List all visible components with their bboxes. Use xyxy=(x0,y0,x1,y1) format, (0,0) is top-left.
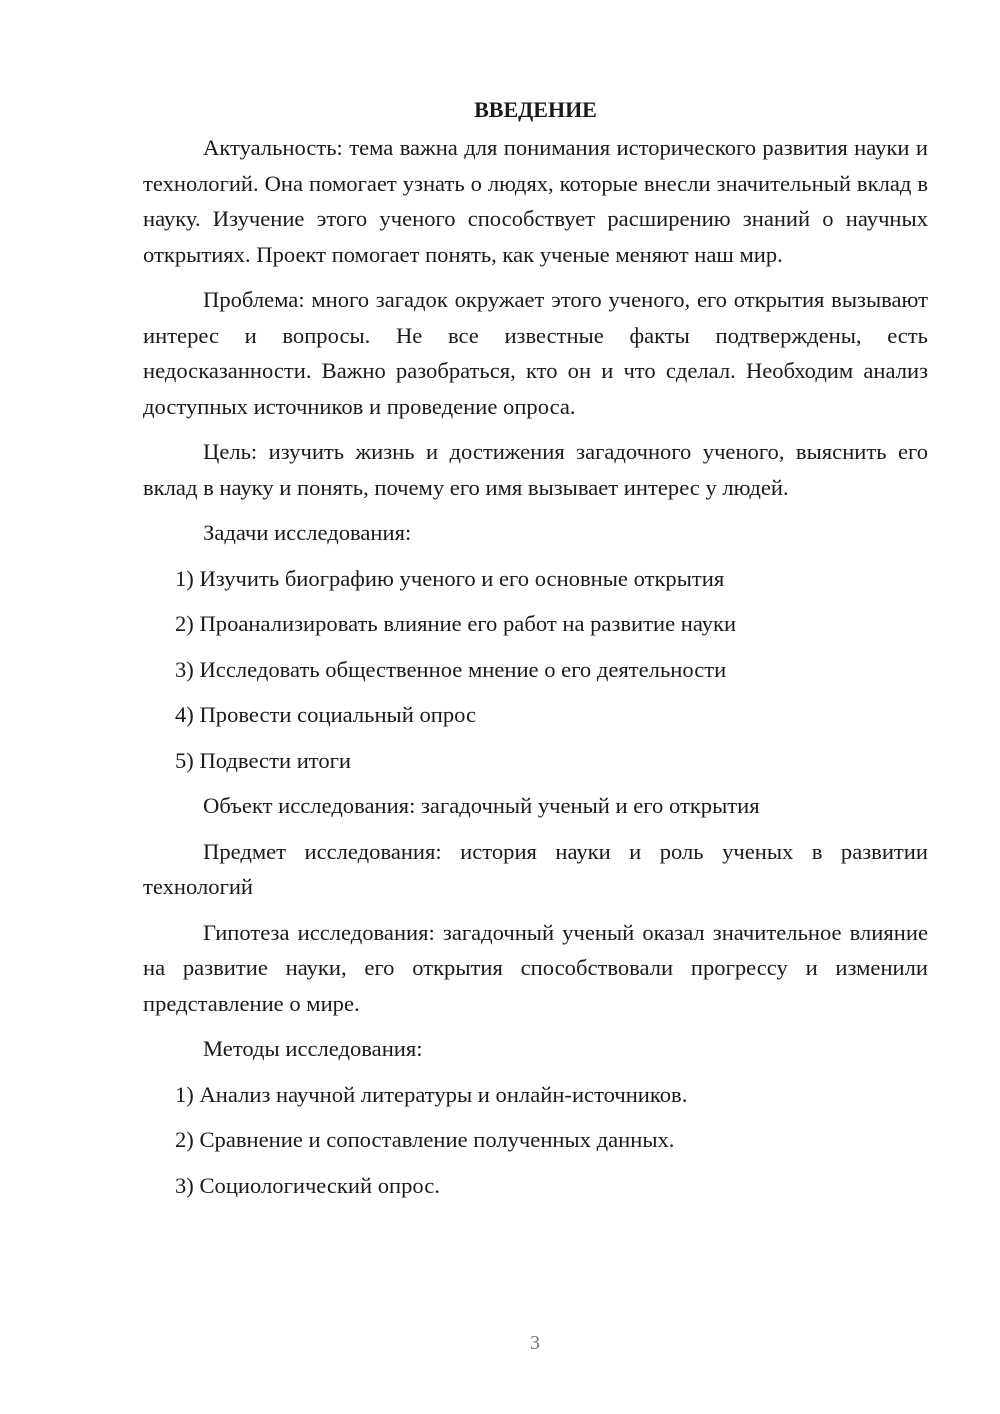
list-item: 1) Анализ научной литературы и онлайн-источников. xyxy=(175,1081,688,1107)
methods-heading: Методы исследования: xyxy=(203,1036,423,1061)
list-item: 5) Подвести итоги xyxy=(175,747,352,773)
list-item: 1) Изучить биографию ученого и его основные открытия xyxy=(175,565,725,591)
object-paragraph: Объект исследования: загадочный ученый и его открытия xyxy=(203,793,760,818)
tasks-list xyxy=(143,561,928,779)
page-number: 3 xyxy=(530,1332,540,1354)
problem-paragraph: Проблема: много загадок окружает этого ученого, его открытия вызывают интерес и вопросы. Не все известные факты подтверждены, есть недосказанности. Важно разобраться, кто он и что сделал. Необходим анализ доступных источников и проведение опроса. xyxy=(143,287,928,419)
subject-paragraph: Предмет исследования: история науки и роль ученых в развитии технологий xyxy=(143,838,928,899)
relevance-paragraph: Актуальность: тема важна для понимания исторического развития науки и технологий. Она помогает узнать о людях, которые внесли значительный вклад в науку. Изучение этого ученого способствует расширению знаний о научных открытиях. Проект помогает понять, как ученые меняют наш мир. xyxy=(143,135,928,267)
section-title: ВВЕДЕНИЕ xyxy=(474,97,597,122)
goal-paragraph: Цель: изучить жизнь и достижения загадочного ученого, выяснить его вклад в науку и понять, почему его имя вызывает интерес у людей. xyxy=(143,439,928,500)
list-item: 3) Исследовать общественное мнение о его деятельности xyxy=(175,656,727,682)
list-item: 2) Проанализировать влияние его работ на развитие науки xyxy=(175,611,737,636)
document-page xyxy=(143,92,928,1213)
methods-list xyxy=(143,1077,928,1204)
tasks-heading: Задачи исследования: xyxy=(203,520,412,545)
list-item: 2) Сравнение и сопоставление полученных данных. xyxy=(175,1127,675,1152)
list-item: 4) Провести социальный опрос xyxy=(175,702,477,727)
hypothesis-paragraph: Гипотеза исследования: загадочный ученый оказал значительное влияние на развитие науки, его открытия способствовали прогрессу и изменили представление о мире. xyxy=(143,919,928,1016)
list-item: 3) Социологический опрос. xyxy=(175,1172,440,1198)
